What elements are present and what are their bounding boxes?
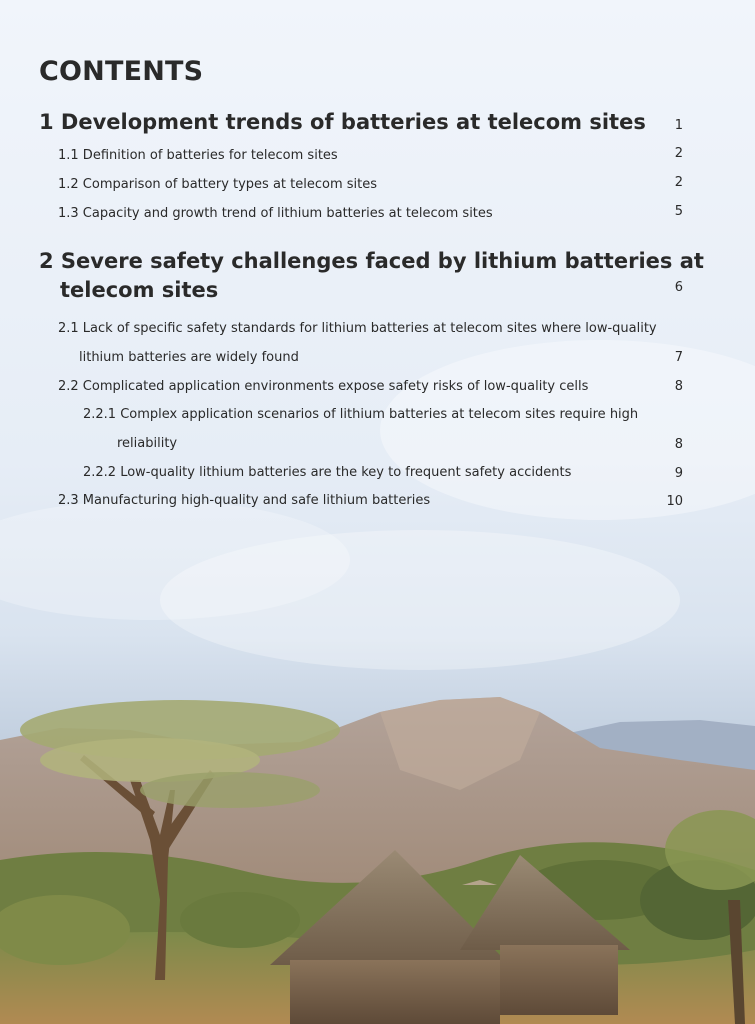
toc-page-number: 8: [674, 437, 683, 452]
toc-page-number: 1: [674, 118, 683, 133]
toc-entry-title: 1.2 Comparison of battery types at telecom sites: [58, 177, 378, 192]
toc-entry-title: 2.3 Manufacturing high-quality and safe lithium batteries: [58, 493, 431, 508]
toc-entry-title-line1: 2.2.1 Complex application scenarios of lithium batteries at telecom sites require high: [83, 407, 639, 422]
toc-entry-title: 1.3 Capacity and growth trend of lithium batteries at telecom sites: [58, 206, 493, 221]
toc-page-number: 2: [674, 146, 683, 161]
toc-page-number: 5: [674, 204, 683, 219]
toc-entry-title: 1.1 Definition of batteries for telecom sites: [58, 148, 338, 163]
toc-page-number: 6: [674, 280, 683, 295]
toc-page-number: 7: [674, 350, 683, 365]
toc-page-number: 10: [666, 494, 683, 509]
toc-page-number: 9: [674, 466, 683, 481]
toc-entry-title-line2: telecom sites: [60, 278, 219, 302]
toc-entry-title-line1: 2.1 Lack of specific safety standards for lithium batteries at telecom sites where low-quality: [58, 321, 657, 336]
toc-entry-title-line2: lithium batteries are widely found: [79, 350, 299, 365]
toc-page-number: 8: [674, 379, 683, 394]
toc-entry-title: 2.2 Complicated application environments expose safety risks of low-quality cells: [58, 379, 589, 394]
page-title: CONTENTS: [39, 56, 204, 87]
toc-entry-title: 1 Development trends of batteries at telecom sites: [39, 110, 646, 134]
toc-page-number: 2: [674, 175, 683, 190]
toc-entry-title-line2: reliability: [117, 436, 178, 451]
toc-entry-title-line1: 2 Severe safety challenges faced by lithium batteries at: [39, 249, 704, 273]
toc-entry-title: 2.2.2 Low-quality lithium batteries are the key to frequent safety accidents: [83, 465, 572, 480]
